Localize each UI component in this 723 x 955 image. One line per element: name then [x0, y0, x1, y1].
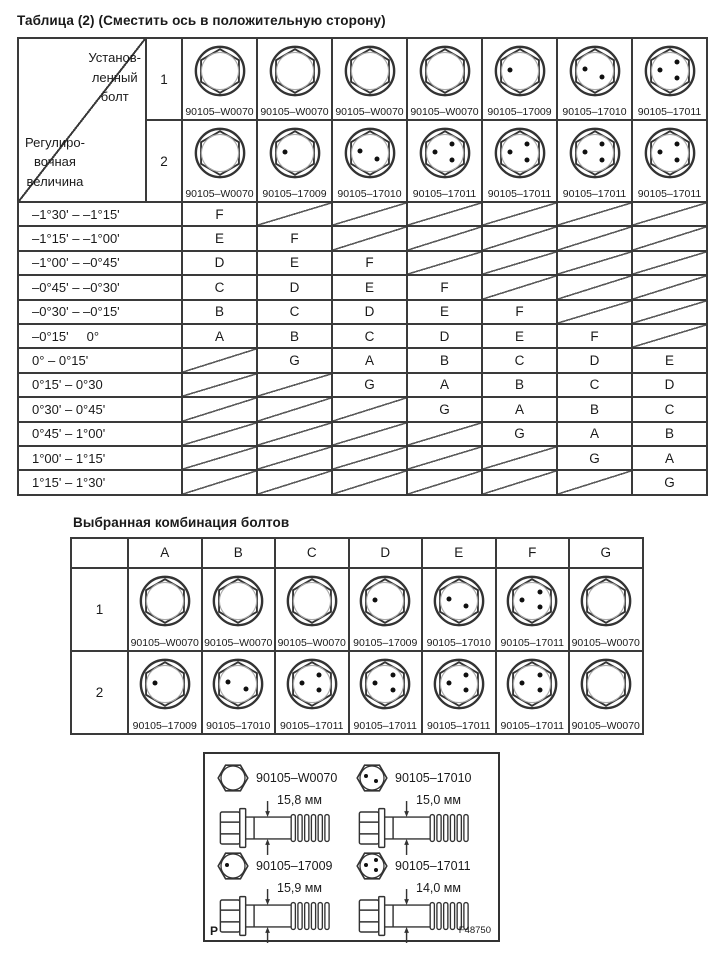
angle-range: 0°15' – 0°30 [19, 374, 181, 396]
bolt-dot-marker [464, 604, 469, 609]
bolt-side-view-icon [217, 801, 335, 855]
bolt-dot-marker [449, 142, 454, 147]
diagonal-cell [258, 423, 331, 445]
bolt-side-view-icon [356, 889, 474, 943]
figure-code: F48750 [458, 924, 491, 936]
bolt-head-icon [644, 127, 696, 179]
angle-range: –0°15' 0° [19, 325, 181, 347]
part-number: 90105–17009 [353, 636, 418, 649]
diagonal-cell [258, 398, 331, 420]
bolt-cell [183, 121, 256, 201]
figure-bolt-item [356, 849, 490, 937]
column-header: B [203, 539, 275, 567]
angle-range: 1°15' – 1°30' [19, 471, 181, 493]
bolt-cell [497, 569, 569, 650]
row-number: 1 [72, 569, 127, 650]
part-number: 90105–W0070 [260, 105, 329, 118]
bolt-cell [633, 39, 706, 119]
grade-cell: D [258, 276, 331, 298]
part-number: 90105–17011 [562, 187, 627, 200]
bolt-cell [497, 652, 569, 733]
angle-range: 1°00' – 1°15' [19, 447, 181, 469]
page-title: Таблица (2) (Сместить ось в положительную сторону) [17, 13, 386, 28]
bolt-head-icon [419, 127, 471, 179]
diagonal-cell [483, 471, 556, 493]
bolt-dot-marker [520, 598, 525, 603]
grade-cell: B [183, 301, 256, 323]
diagonal-cell [408, 471, 481, 493]
part-number: 90105–17010 [562, 105, 627, 118]
bolt-dot-marker [674, 60, 679, 65]
part-number: 90105–17010 [395, 770, 472, 785]
grade-cell: A [558, 423, 631, 445]
bolt-cell [633, 121, 706, 201]
part-number: 90105–W0070 [571, 719, 640, 732]
bolt-head-icon [569, 45, 621, 97]
part-number: 90105–17011 [412, 187, 477, 200]
bolt-side-view-icon [217, 889, 335, 943]
bolt-dot-marker [357, 148, 362, 153]
diagonal-cell [408, 447, 481, 469]
grade-cell: E [183, 227, 256, 249]
grade-cell: G [483, 423, 556, 445]
bolt-dot-marker [537, 605, 542, 610]
part-number: 90105–17011 [427, 719, 491, 732]
grade-cell: D [183, 252, 256, 274]
diagonal-cell [333, 398, 406, 420]
bolt-cell [483, 121, 556, 201]
bolt-head-icon [269, 45, 321, 97]
angle-range: –1°15' – –1°00' [19, 227, 181, 249]
bolt-dot-marker [152, 681, 157, 686]
angle-range: 0°45' – 1°00' [19, 423, 181, 445]
part-number: 90105–17009 [132, 719, 197, 732]
table-selected-combination [70, 537, 644, 735]
grade-cell: D [633, 374, 706, 396]
bolt-dot-marker [599, 74, 604, 79]
figure-bolt-item [217, 849, 356, 937]
dimension-label: 15,9 мм [277, 880, 322, 895]
bolt-cell [276, 569, 348, 650]
bolt-head-icon [212, 575, 264, 627]
empty-corner-cell [72, 539, 127, 567]
angle-range: –0°30' – –0°15' [19, 301, 181, 323]
grade-cell: F [333, 252, 406, 274]
column-header: F [497, 539, 569, 567]
bolt-dot-marker [374, 779, 378, 783]
diagonal-cell [183, 398, 256, 420]
bolt-cell [570, 569, 642, 650]
bolt-dot-marker [657, 68, 662, 73]
bolt-head-icon [494, 45, 546, 97]
bolt-dot-marker [373, 681, 378, 686]
angle-range: –0°45' – –0°30' [19, 276, 181, 298]
bolt-cell [258, 39, 331, 119]
bolt-side-view [356, 792, 490, 847]
grade-cell: E [483, 325, 556, 347]
bolt-head-icon [580, 658, 632, 710]
bolt-cell [183, 39, 256, 119]
bolt-head-icon [269, 127, 321, 179]
angle-range: –1°00' – –0°45' [19, 252, 181, 274]
bolt-head-icon [139, 575, 191, 627]
diagonal-cell [558, 301, 631, 323]
part-number: 90105–17011 [487, 187, 552, 200]
bolt-dot-marker [582, 66, 587, 71]
bolt-cell [408, 39, 481, 119]
row-number: 1 [147, 39, 181, 119]
bolt-cell [483, 39, 556, 119]
bolt-side-view [217, 880, 356, 935]
part-number: 90105–W0070 [204, 636, 273, 649]
bolt-dot-marker [364, 774, 368, 778]
part-number: 90105–W0070 [256, 770, 338, 785]
figure-bolt-item [217, 761, 356, 849]
part-number: 90105–17010 [426, 636, 491, 649]
part-number: 90105–17011 [500, 719, 564, 732]
diagonal-cell [633, 252, 706, 274]
bolt-cell [558, 121, 631, 201]
diagonal-cell [333, 471, 406, 493]
grade-cell: A [633, 447, 706, 469]
bolt-dot-marker [225, 863, 229, 867]
part-number: 90105–17011 [637, 105, 702, 118]
bolt-dot-marker [282, 150, 287, 155]
bolt-head-icon [356, 850, 388, 882]
bolt-head-icon [433, 575, 485, 627]
bolt-dot-marker [674, 75, 679, 80]
diagonal-cell [258, 447, 331, 469]
bolt-dot-marker [537, 589, 542, 594]
section-title: Выбранная комбинация болтов [73, 514, 290, 530]
diagonal-cell [258, 203, 331, 225]
bolt-head-icon [569, 127, 621, 179]
diagonal-cell [183, 447, 256, 469]
bolt-head-icon [194, 45, 246, 97]
bolt-cell [129, 652, 201, 733]
grade-cell: A [333, 349, 406, 371]
bolt-cell [203, 569, 275, 650]
grade-cell: A [408, 374, 481, 396]
part-number: 90105–W0070 [277, 636, 346, 649]
bolt-dot-marker [432, 150, 437, 155]
column-header: D [350, 539, 422, 567]
bolt-dot-marker [674, 157, 679, 162]
grade-cell: C [633, 398, 706, 420]
corner-label-adjustment-value: Регулиро- вочная величина [25, 134, 85, 189]
bolt-dot-marker [374, 858, 378, 862]
diagonal-cell [633, 276, 706, 298]
grade-cell: E [408, 301, 481, 323]
dimension-label: 15,8 мм [277, 792, 322, 807]
bolt-dot-marker [449, 157, 454, 162]
part-number: 90105–17009 [262, 187, 327, 200]
part-number: 90105–W0070 [410, 105, 479, 118]
bolt-head-icon [644, 45, 696, 97]
grade-cell: C [333, 325, 406, 347]
grade-cell: E [333, 276, 406, 298]
bolt-head-icon [344, 45, 396, 97]
diagonal-cell [183, 471, 256, 493]
part-number: 90105–W0070 [185, 105, 254, 118]
diagonal-cell [558, 471, 631, 493]
bolt-side-view [217, 792, 356, 847]
part-number: 90105–17011 [395, 858, 471, 873]
bolt-dot-marker [374, 868, 378, 872]
diagonal-cell [633, 203, 706, 225]
diagonal-cell [183, 374, 256, 396]
diagonal-cell [483, 276, 556, 298]
grade-cell: C [483, 349, 556, 371]
bolt-dot-marker [599, 142, 604, 147]
column-header: A [129, 539, 201, 567]
bolt-head-icon [359, 575, 411, 627]
column-header: E [423, 539, 495, 567]
table-adjust-positive [17, 37, 708, 496]
bolt-cell [350, 569, 422, 650]
row-number: 2 [72, 652, 127, 733]
diagonal-cell [333, 203, 406, 225]
bolt-head-icon [286, 658, 338, 710]
bolt-dot-marker [464, 688, 469, 693]
bolt-dot-marker [537, 672, 542, 677]
bolt-head-icon [139, 658, 191, 710]
diagonal-cell [558, 227, 631, 249]
bolt-head-icon [344, 127, 396, 179]
grade-cell: G [633, 471, 706, 493]
diagonal-cell [483, 203, 556, 225]
grade-cell: F [408, 276, 481, 298]
bolt-dot-marker [507, 150, 512, 155]
bolt-dot-marker [364, 863, 368, 867]
part-number: 90105–17011 [353, 719, 417, 732]
bolt-head-icon [212, 658, 264, 710]
grade-cell: G [258, 349, 331, 371]
bolt-cell [276, 652, 348, 733]
part-number: 90105–W0070 [130, 636, 199, 649]
bolt-cell [350, 652, 422, 733]
diagonal-cell [633, 301, 706, 323]
bolt-dot-marker [599, 157, 604, 162]
bolt-head-icon [506, 575, 558, 627]
part-number: 90105–17010 [206, 719, 271, 732]
corner-label-installed-bolt: Установ- ленный болт [88, 50, 141, 104]
grade-cell: D [558, 349, 631, 371]
part-number: 90105–W0070 [185, 187, 254, 200]
bolt-cell [258, 121, 331, 201]
diagonal-cell [258, 374, 331, 396]
part-number: 90105–W0070 [571, 636, 640, 649]
grade-cell: B [483, 374, 556, 396]
part-number: 90105–W0070 [335, 105, 404, 118]
grade-cell: D [408, 325, 481, 347]
diagonal-cell [633, 227, 706, 249]
bolt-dot-marker [464, 672, 469, 677]
figure-bolt-dimensions [203, 752, 500, 942]
bolt-head-icon [433, 658, 485, 710]
bolt-dot-marker [374, 156, 379, 161]
part-number: 90105–17011 [500, 636, 564, 649]
column-header: G [570, 539, 642, 567]
diagonal-cell [408, 252, 481, 274]
figure-label-p: P [210, 923, 219, 938]
bolt-head-icon [419, 45, 471, 97]
diagonal-cell [408, 203, 481, 225]
grade-cell: A [483, 398, 556, 420]
grade-cell: B [558, 398, 631, 420]
grade-cell: B [258, 325, 331, 347]
grade-cell: B [633, 423, 706, 445]
column-header: C [276, 539, 348, 567]
bolt-dot-marker [520, 681, 525, 686]
diagonal-cell [483, 227, 556, 249]
grade-cell: C [183, 276, 256, 298]
grade-cell: F [558, 325, 631, 347]
bolt-dot-marker [299, 681, 304, 686]
diagonal-cell [483, 252, 556, 274]
grade-cell: F [183, 203, 256, 225]
bolt-dot-marker [317, 688, 322, 693]
bolt-dot-marker [524, 142, 529, 147]
bolt-dot-marker [317, 672, 322, 677]
bolt-cell [129, 569, 201, 650]
bolt-dot-marker [524, 157, 529, 162]
bolt-dot-marker [582, 150, 587, 155]
dimension-label: 15,0 мм [416, 792, 461, 807]
bolt-cell [423, 569, 495, 650]
grade-cell: B [408, 349, 481, 371]
bolt-cell [423, 652, 495, 733]
diagonal-cell [408, 227, 481, 249]
bolt-dot-marker [390, 688, 395, 693]
diagonal-cell [633, 325, 706, 347]
bolt-head-icon [356, 762, 388, 794]
grade-cell: G [408, 398, 481, 420]
bolt-cell [203, 652, 275, 733]
bolt-cell [333, 39, 406, 119]
bolt-cell [558, 39, 631, 119]
grade-cell: G [558, 447, 631, 469]
bolt-head-icon [286, 575, 338, 627]
grade-cell: G [333, 374, 406, 396]
figure-bolt-item [356, 761, 490, 849]
grade-cell: F [483, 301, 556, 323]
diagonal-cell [183, 423, 256, 445]
grade-cell: D [333, 301, 406, 323]
diagonal-cell [333, 227, 406, 249]
diagonal-cell [333, 447, 406, 469]
diagonal-cell [558, 203, 631, 225]
angle-range: 0° – 0°15' [19, 349, 181, 371]
part-number: 90105–17011 [637, 187, 702, 200]
diagonal-cell [558, 276, 631, 298]
angle-range: 0°30' – 0°45' [19, 398, 181, 420]
diagonal-cell [183, 349, 256, 371]
bolt-head-icon [506, 658, 558, 710]
diagonal-cell [258, 471, 331, 493]
bolt-dot-marker [446, 681, 451, 686]
diagonal-cell [483, 447, 556, 469]
bolt-dot-marker [226, 679, 231, 684]
grade-cell: F [258, 227, 331, 249]
bolt-dot-marker [537, 688, 542, 693]
diagonal-cell [408, 423, 481, 445]
bolt-head-icon [580, 575, 632, 627]
dimension-label: 14,0 мм [416, 880, 461, 895]
grade-cell: E [633, 349, 706, 371]
bolt-cell [408, 121, 481, 201]
bolt-dot-marker [390, 672, 395, 677]
bolt-head-icon [494, 127, 546, 179]
part-number: 90105–17009 [256, 858, 333, 873]
bolt-head-icon [217, 850, 249, 882]
grade-cell: C [558, 374, 631, 396]
part-number: 90105–17010 [337, 187, 402, 200]
bolt-head-icon [194, 127, 246, 179]
angle-range: –1°30' – –1°15' [19, 203, 181, 225]
bolt-dot-marker [373, 598, 378, 603]
bolt-dot-marker [446, 596, 451, 601]
grade-cell: E [258, 252, 331, 274]
diagonal-cell [558, 252, 631, 274]
grade-cell: C [258, 301, 331, 323]
bolt-cell [570, 652, 642, 733]
bolt-cell [333, 121, 406, 201]
bolt-dot-marker [507, 68, 512, 73]
bolt-dot-marker [243, 687, 248, 692]
bolt-dot-marker [674, 142, 679, 147]
bolt-dot-marker [657, 150, 662, 155]
row-number: 2 [147, 121, 181, 201]
bolt-head-icon [359, 658, 411, 710]
bolt-head-icon [217, 762, 249, 794]
bolt-side-view-icon [356, 801, 474, 855]
part-number: 90105–17011 [280, 719, 344, 732]
part-number: 90105–17009 [487, 105, 552, 118]
diagonal-cell [333, 423, 406, 445]
corner-cell [19, 39, 145, 201]
grade-cell: A [183, 325, 256, 347]
